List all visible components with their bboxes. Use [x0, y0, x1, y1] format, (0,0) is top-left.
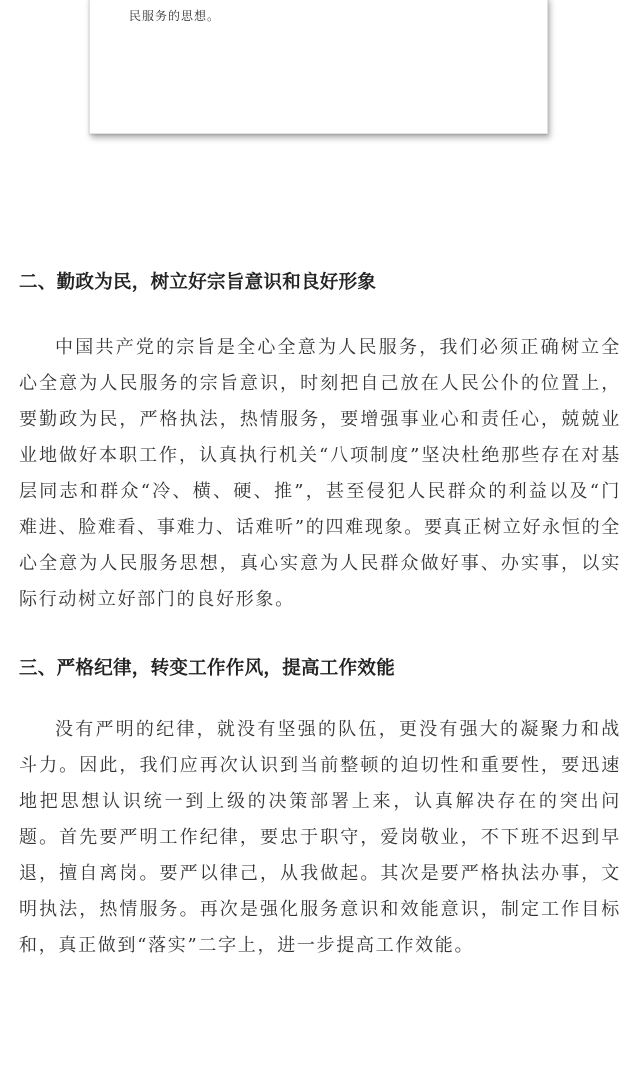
document-image-card: [89, 0, 548, 134]
section-paragraph-2: 中国共产党的宗旨是全心全意为人民服务，我们必须正确树立全心全意为人民服务的宗旨意识，时刻把自己放在人民公仆的位置上，要勤政为民，严格执法，热情服务，要增强事业心和责任心，兢兢业业地做好本职工作，认真执行机关“八项制度”坚决杜绝那些存在对基层同志和群众“冷、横、硬、推”，甚至侵犯人民群众的利益以及“门难进、脸难看、事难力、话难听”的四难现象。要真正树立好永恒的全心全意为人民服务思想，真心实意为人民群众做好事、办实事，以实际行动树立好部门的良好形象。: [19, 337, 621, 610]
section-paragraph-3: 没有严明的纪律，就没有坚强的队伍，更没有强大的凝聚力和战斗力。因此，我们应再次认识到当前整顿的迫切性和重要性，要迅速地把思想认识统一到上级的决策部署上来，认真解决存在的突出问题。首先要严明工作纪律，要忠于职守，爱岗敬业，不下班不迟到早退，擅自离岗。要严以律己，从我做起。其次是要严格执法办事，文明执法，热情服务。再次是强化服务意识和效能意识，制定工作目标和，真正做到“落实”二字上，进一步提高工作效能。: [19, 719, 621, 956]
card-text-snippet: 民服务的思想。: [129, 9, 221, 23]
section-heading-3: 三、严格纪律，转变工作作风，提高工作效能: [19, 658, 396, 679]
section-heading-2: 二、勤政为民，树立好宗旨意识和良好形象: [19, 272, 377, 293]
